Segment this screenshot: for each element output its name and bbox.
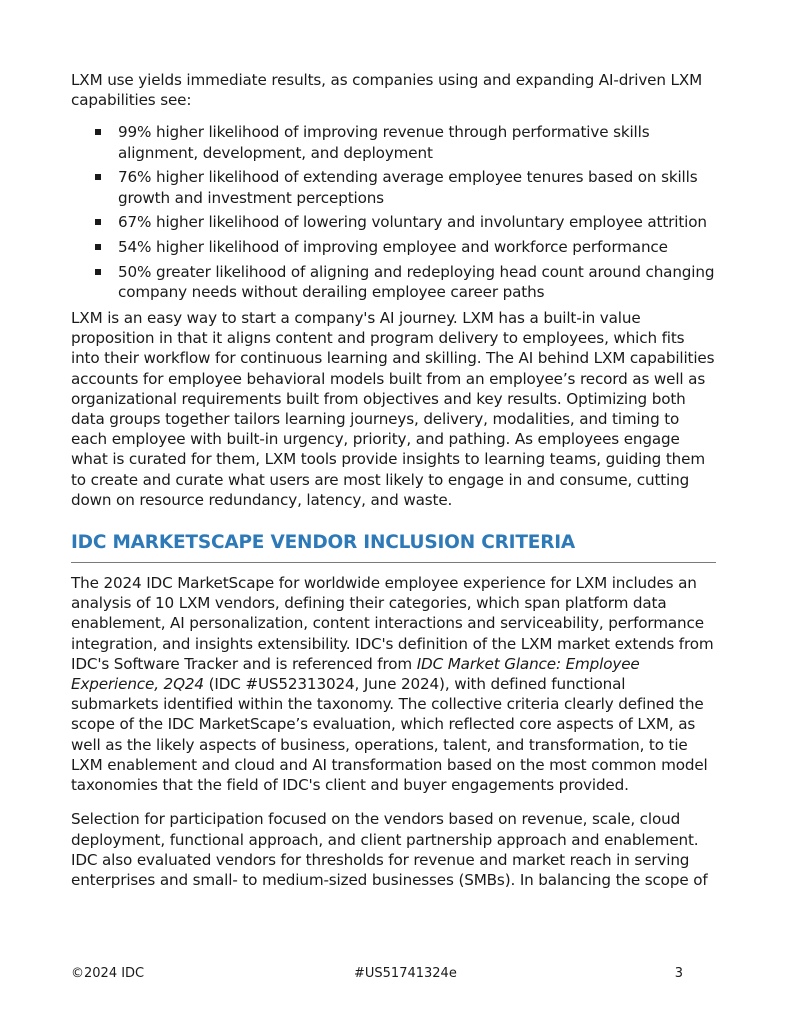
report-title-italic: IDC Market Glance: Employee Experience, 2Q24 [71, 654, 640, 694]
square-bullet-icon [95, 269, 101, 275]
paragraph-text-part2: (IDC #US52313024, June 2024), with defined functional submarkets identified within the taxonomy. The collective criteria clearly defined the scope of the IDC MarketScape’s evaluation, which reflected core aspects of LXM, as well as the likely aspects of business, operations, talent, and transformation, to tie LXM enablement and cloud and AI transformation based on the most common model taxonomies that the field of IDC's client and buyer engagements provided. [71, 675, 708, 795]
footer-doc-id: #US51741324e [354, 966, 457, 981]
list-item [71, 212, 716, 232]
footer-page-number: 3 [674, 966, 683, 981]
list-item [71, 237, 716, 257]
intro-paragraph: LXM use yields immediate results, as companies using and expanding AI-driven LXM capabilities see: [71, 71, 703, 110]
footer-copyright: ©2024 IDC [71, 966, 145, 981]
inclusion-criteria-paragraph [71, 573, 716, 795]
selection-paragraph: Selection for participation focused on the vendors based on revenue, scale, cloud deployment, functional approach, and client partnership approach and enablement. IDC also evaluated vendors for thresholds for revenue and market reach in serving enterprises and small- to medium-sized businesses (SMBs). In balancing the scope of [71, 810, 708, 889]
page-footer [71, 966, 683, 986]
paragraph-text-part1: The 2024 IDC MarketScape for worldwide employee experience for LXM includes an analysis of 10 LXM vendors, defining their categories, which span platform data enablement, AI personalization, content interactions and serviceability, performance integration, and insights extensibility. IDC's definition of the LXM market extends from IDC's Software Tracker and is referenced from [71, 574, 714, 673]
list-item [71, 122, 716, 162]
list-item-text: 67% higher likelihood of lowering voluntary and involuntary employee attrition [118, 213, 707, 232]
section-heading: IDC MARKETSCAPE VENDOR INCLUSION CRITERIA [71, 531, 716, 563]
square-bullet-icon [95, 129, 101, 135]
list-item [71, 167, 716, 207]
square-bullet-icon [95, 244, 101, 250]
lxm-ai-journey-paragraph: LXM is an easy way to start a company's AI journey. LXM has a built-in value proposition in that it aligns content and program delivery to employees, which fits into their workflow for continuous learning and skilling. The AI behind LXM capabilities accounts for employee behavioral models built from an employee’s record as well as organizational requirements built from objectives and key results. Optimizing both data groups together tailors learning journeys, delivery, modalities, and timing to each employee with built-in urgency, priority, and pathing. As employees engage what is curated for them, LXM tools provide insights to learning teams, guiding them to create and curate what users are most likely to engage in and consume, cutting down on resource redundancy, latency, and waste. [71, 309, 715, 509]
square-bullet-icon [95, 174, 101, 180]
document-page [71, 70, 716, 890]
list-item-text: 50% greater likelihood of aligning and redeploying head count around changing company needs without derailing employee career paths [118, 262, 715, 301]
list-item-text: 99% higher likelihood of improving revenue through performative skills alignment, development, and deployment [118, 123, 650, 162]
list-item [71, 262, 716, 302]
list-item-text: 54% higher likelihood of improving employee and workforce performance [118, 237, 668, 256]
square-bullet-icon [95, 219, 101, 225]
results-bullet-list [71, 122, 716, 302]
list-item-text: 76% higher likelihood of extending average employee tenures based on skills growth and investment perceptions [118, 168, 698, 207]
